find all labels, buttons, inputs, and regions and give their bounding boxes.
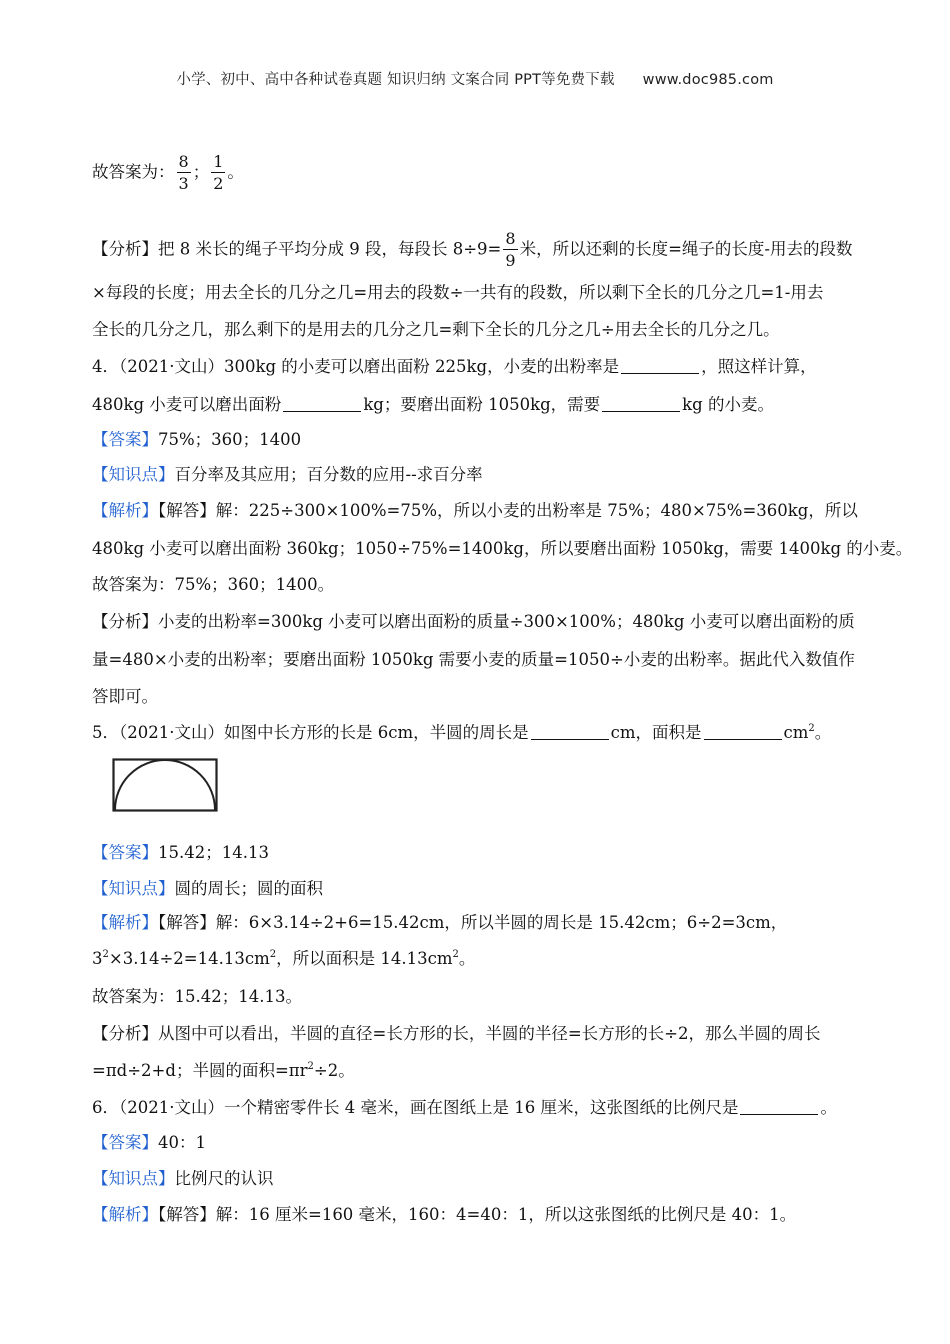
q5-analysis-line-1: 【分析】从图中可以看出，半圆的直径=长方形的长，半圆的半径=长方形的长÷2，那么半圆的周长 (92, 1024, 821, 1043)
knowledge-tag: 【知识点】 (92, 1169, 175, 1188)
q5-explain-line-1: 【解析】【解答】解：6×3.14÷2+6=15.42cm，所以半圆的周长是 15.42cm；6÷2=3cm， (92, 913, 788, 932)
q6-answer: 【答案】40：1 (92, 1133, 206, 1152)
q6-knowledge: 【知识点】比例尺的认识 (92, 1169, 274, 1188)
analysis-tag: 【分析】 (92, 1024, 158, 1043)
q4-stem-line-1: 4．（2021·文山）300kg 的小麦可以磨出面粉 225kg，小麦的出粉率是 ，照这样计算， (92, 357, 817, 376)
explain-tag: 【解析】 (92, 913, 158, 932)
q4-analysis-line-2: 量=480×小麦的出粉率；要磨出面粉 1050kg 需要小麦的质量=1050÷小麦的出粉率。据此代入数值作 (92, 650, 855, 669)
q5-stem: 5．（2021·文山）如图中长方形的长是 6cm，半圆的周长是 cm，面积是 $cm^2$。 (92, 723, 832, 742)
analysis-tag: 【分析】 (92, 239, 158, 259)
answer-tag: 【答案】 (92, 843, 158, 862)
answer-blank (531, 723, 609, 740)
answer-blank (621, 357, 699, 374)
knowledge-tag: 【知识点】 (92, 465, 175, 484)
q5-explain-line-3: 故答案为：15.42；14.13。 (92, 987, 302, 1006)
knowledge-tag: 【知识点】 (92, 879, 175, 898)
q4-answer: 【答案】75%；360；1400 (92, 430, 302, 449)
q4-analysis-line-1: 【分析】小麦的出粉率=300kg 小麦可以磨出面粉的质量÷300×100%；480kg 小麦可以磨出面粉的质 (92, 612, 855, 631)
q4-explain-line-2: 480kg 小麦可以磨出面粉 360kg；1050÷75%=1400kg，所以要磨出面粉 1050kg，需要 1400kg 的小麦。 (92, 539, 913, 558)
answer-blank (740, 1098, 818, 1115)
q3-analysis-line-3: 全长的几分之几，那么剩下的是用去的几分之几=剩下全长的几分之几÷用去全长的几分之几。 (92, 320, 780, 339)
rectangle-shape (114, 760, 217, 811)
page-header (0, 68, 950, 89)
explain-tag: 【解析】 (92, 501, 158, 520)
answer-blank (283, 395, 361, 412)
q4-knowledge: 【知识点】百分率及其应用；百分数的应用--求百分率 (92, 465, 483, 484)
answer-blank (704, 723, 782, 740)
fraction: $\frac{1}{2}$ (213, 152, 224, 193)
q4-stem-line-2: 480kg 小麦可以磨出面粉 kg；要磨出面粉 1050kg，需要 kg 的小麦。 (92, 395, 774, 414)
q5-answer: 【答案】15.42；14.13 (92, 843, 269, 862)
q5-knowledge: 【知识点】圆的周长；圆的面积 (92, 879, 323, 898)
q5-explain-line-2: $3^2\times 3.14\div 2=14.13cm^2$，所以面积是 $14.13cm^2$。 (92, 949, 476, 968)
q6-explain-line-1: 【解析】【解答】解：16 厘米=160 毫米，160：4=40：1，所以这张图纸的比例尺是 40：1。 (92, 1205, 797, 1224)
header-title: 小学、初中、高中各种试卷真题 知识归纳 文案合同 PPT等免费下载 (176, 72, 615, 88)
rectangle-semicircle-figure (112, 758, 218, 812)
q4-analysis-line-3: 答即可。 (92, 687, 158, 706)
q3-answer-line: 故答案为： $\frac{8}{3}$ ； $\frac{1}{2}$ 。 (92, 152, 244, 193)
header-url[interactable]: www.doc985.com (642, 72, 774, 88)
q6-stem: 6．（2021·文山）一个精密零件长 4 毫米，画在图纸上是 16 厘米，这张图纸的比例尺是 。 (92, 1098, 837, 1117)
semicircle-arc (115, 760, 215, 810)
q4-explain-line-3: 故答案为：75%；360；1400。 (92, 575, 335, 594)
analysis-tag: 【分析】 (92, 612, 158, 631)
answer-tag: 【答案】 (92, 430, 158, 449)
fraction: $\frac{8}{3}$ (178, 152, 189, 193)
q3-analysis-line-2: ×每段的长度；用去全长的几分之几=用去的段数÷一共有的段数，所以剩下全长的几分之几=1-用去 (92, 283, 824, 302)
fraction: $\frac{8}{9}$ (505, 229, 516, 270)
q3-analysis-line-1: 【分析】把 8 米长的绳子平均分成 9 段，每段长 8÷9= $\frac{8}{9}$ 米，所以还剩的长度=绳子的长度-用去的段数 (92, 229, 853, 270)
answer-tag: 【答案】 (92, 1133, 158, 1152)
q4-explain-line-1: 【解析】【解答】解：225÷300×100%=75%，所以小麦的出粉率是 75%；480×75%=360kg，所以 (92, 501, 858, 520)
q5-analysis-line-2: =πd÷2+d；半圆的面积$=\pi r^2\div 2$。 (92, 1061, 355, 1080)
answer-blank (602, 395, 680, 412)
explain-tag: 【解析】 (92, 1205, 158, 1224)
